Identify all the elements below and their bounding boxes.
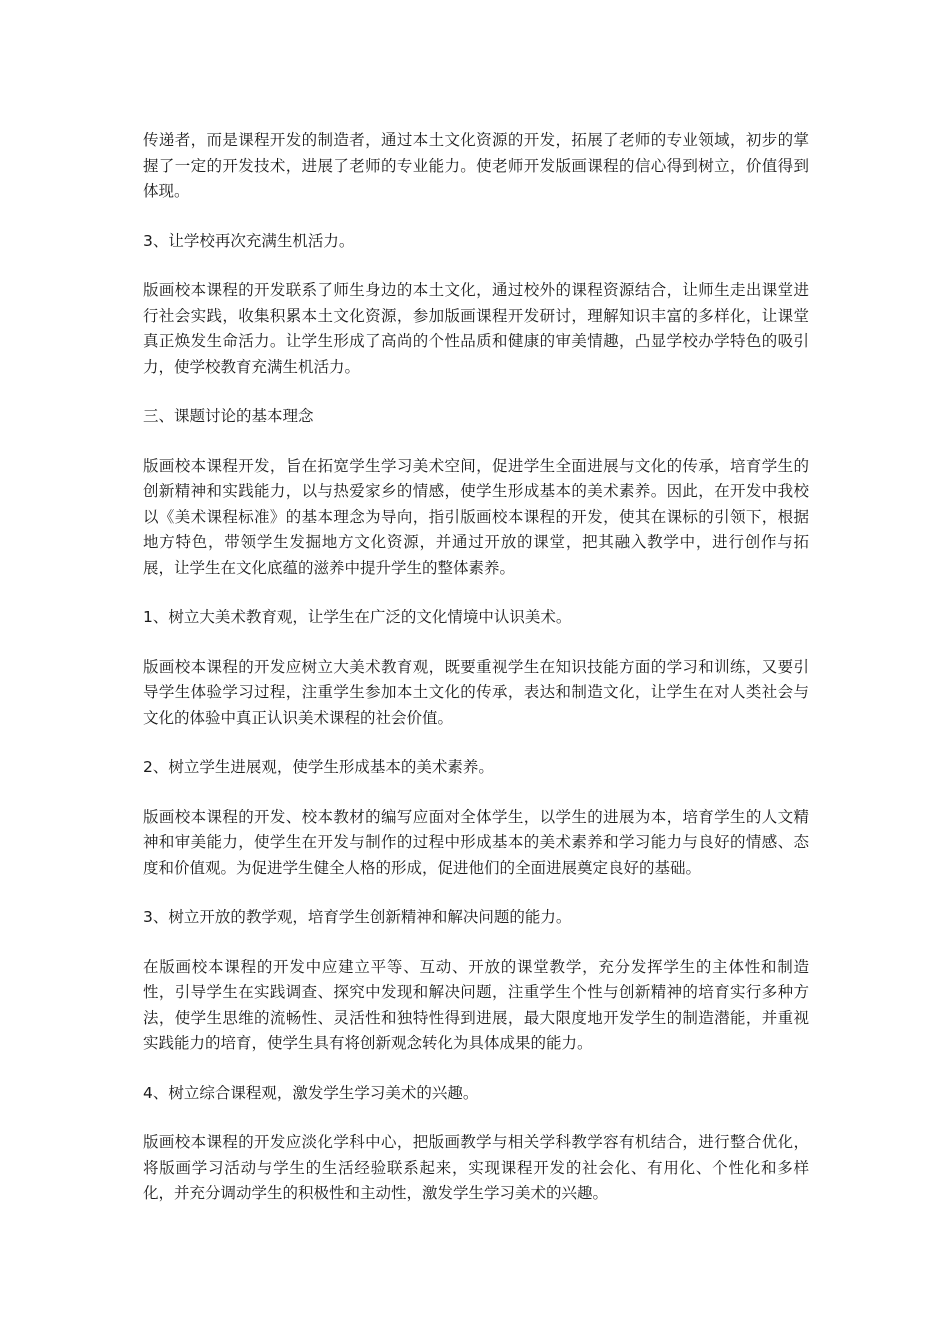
section-heading: 4、树立综合课程观，激发学生学习美术的兴趣。: [143, 1083, 479, 1102]
paragraph: 版画校本课程的开发应树立大美术教育观，既要重视学生在知识技能方面的学习和训练，又要引导学生体验学习过程，注重学生参加本土文化的传承，表达和制造文化，让学生在对人类社会与文化的体验中真正认识美术课程的社会价值。: [143, 657, 809, 727]
section-heading: 三、课题讨论的基本理念: [143, 407, 314, 425]
paragraph: 传递者，而是课程开发的制造者，通过本土文化资源的开发，拓展了老师的专业领域，初步的掌握了一定的开发技术，进展了老师的专业能力。使老师开发版画课程的信心得到树立，价值得到体现。: [143, 131, 809, 200]
section-heading: 3、让学校再次充满生机活力。: [143, 231, 355, 250]
paragraph: 版画校本课程的开发、校本教材的编写应面对全体学生，以学生的进展为本，培育学生的人文精神和审美能力，使学生在开发与制作的过程中形成基本的美术素养和学习能力与良好的情感、态度和价值观。为促进学生健全人格的形成，促进他们的全面进展奠定良好的基础。: [143, 807, 809, 877]
document-page: [143, 128, 809, 1231]
section-heading: 2、树立学生进展观，使学生形成基本的美术素养。: [143, 758, 494, 776]
paragraph: 版画校本课程的开发联系了师生身边的本土文化，通过校外的课程资源结合，让师生走出课堂进行社会实践，收集积累本土文化资源，参加版画课程开发研讨，理解知识丰富的多样化，让课堂真正焕发生命活力。让学生形成了高尚的个性品质和健康的审美情趣，凸显学校办学特色的吸引力，使学校教育充满生机活力。: [143, 281, 809, 376]
section-heading: 3、树立开放的教学观，培育学生创新精神和解决问题的能力。: [143, 908, 572, 926]
section-heading: 1、树立大美术教育观，让学生在广泛的文化情境中认识美术。: [143, 608, 572, 626]
paragraph: 版画校本课程的开发应淡化学科中心，把版画教学与相关学科教学容有机结合，进行整合优化，将版画学习活动与学生的生活经验联系起来，实现课程开发的社会化、有用化、个性化和多样化，并充分调动学生的积极性和主动性，激发学生学习美术的兴趣。: [143, 1133, 809, 1202]
paragraph: 版画校本课程开发，旨在拓宽学生学习美术空间，促进学生全面进展与文化的传承，培育学生的创新精神和实践能力，以与热爱家乡的情感，使学生形成基本的美术素养。因此，在开发中我校以《美术课程标准》的基本理念为导向，指引版画校本课程的开发，使其在课标的引领下，根据地方特色，带领学生发掘地方文化资源，并通过开放的课堂，把其融入教学中，进行创作与拓展，让学生在文化底蕴的滋养中提升学生的整体素养。: [143, 456, 809, 577]
paragraph: 在版画校本课程的开发中应建立平等、互动、开放的课堂教学，充分发挥学生的主体性和制造性，引导学生在实践调查、探究中发现和解决问题，注重学生个性与创新精神的培育实行多种方法，使学生思维的流畅性、灵活性和独特性得到进展，最大限度地开发学生的制造潜能，并重视实践能力的培育，使学生具有将创新观念转化为具体成果的能力。: [143, 957, 809, 1052]
